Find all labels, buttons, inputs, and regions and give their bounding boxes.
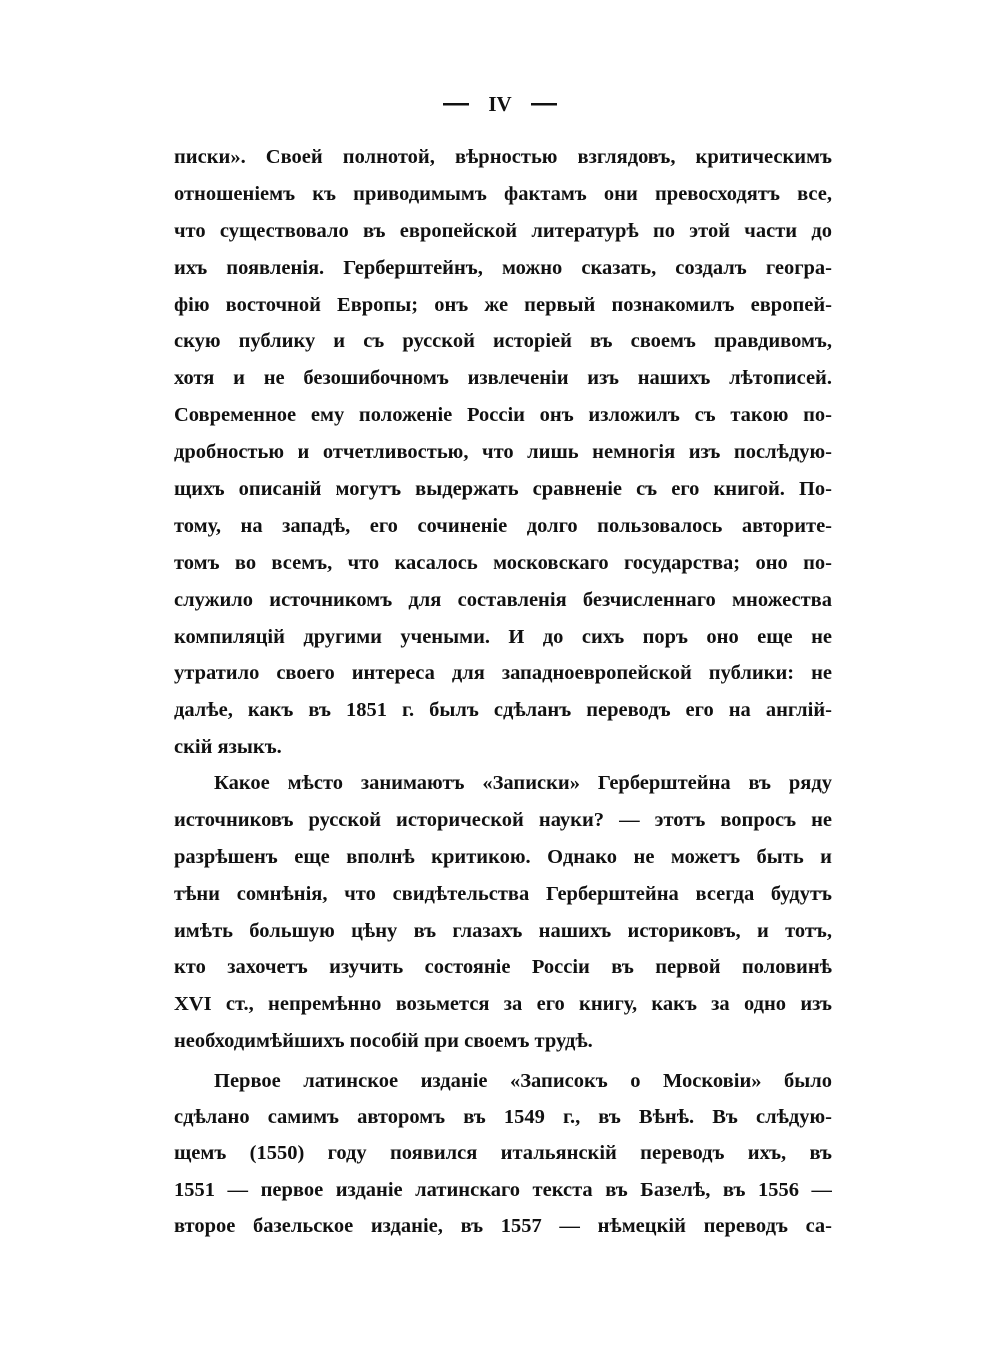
text-line: томъ во всемъ, что касалось московскаго государства; оно по- [174, 551, 832, 574]
page-number-graphic [425, 86, 575, 120]
text-line: Какое мѣсто занимаютъ «Записки» Герберштейна въ ряду [214, 772, 832, 794]
text-line: скую публику и съ русской исторіей въ своемъ правдивомъ, [174, 330, 832, 353]
text-line: щихъ описаній могутъ выдержать сравненіе съ его книгой. По- [174, 478, 832, 501]
text-line: дробностью и отчетливостью, что лишь немногія изъ послѣдую- [174, 441, 832, 464]
text-line: скій языкъ. [174, 736, 282, 759]
text-line: писки». Своей полнотой, вѣрностью взглядовъ, критическимъ [174, 146, 832, 168]
paragraph-1 [174, 139, 832, 766]
text-line: компиляцій другими учеными. И до сихъ поръ оно еще не [174, 625, 832, 648]
text-line: XVI ст., непремѣнно возьмется за его книгу, какъ за одно изъ [174, 993, 832, 1016]
text-line: ихъ появленія. Герберштейнъ, можно сказать, создалъ геогра- [174, 256, 832, 279]
text-line: что существовало въ европейской литературѣ по этой части до [174, 219, 832, 242]
text-line: имѣть большую цѣну въ глазахъ нашихъ историковъ, и тотъ, [174, 919, 832, 942]
text-line: тому, на западѣ, его сочиненіе долго пользовалось авторите- [174, 514, 832, 537]
text-line: источниковъ русской исторической науки? — этотъ вопросъ не [174, 808, 832, 831]
text-line: фію восточной Европы; онъ же первый познакомилъ европей- [174, 293, 832, 316]
text-line: кто захочетъ изучить состояніе Россіи въ первой половинѣ [174, 956, 832, 979]
text-line: далѣе, какъ въ 1851 г. былъ сдѣланъ переводъ его на англій- [174, 699, 832, 722]
text-line: сдѣлано самимъ авторомъ въ 1549 г., въ Вѣнѣ. Въ слѣдую- [174, 1106, 832, 1129]
text-line: отношеніемъ къ приводимымъ фактамъ они превосходятъ все, [174, 182, 832, 205]
text-line: Первое латинское изданіе «Записокъ о Московіи» было [214, 1070, 832, 1092]
text-line: хотя и не безошибочномъ извлеченіи изъ нашихъ лѣтописей. [174, 367, 832, 390]
text-line: необходимѣйшихъ пособій при своемъ трудѣ. [174, 1030, 593, 1053]
paragraph-3 [174, 1063, 832, 1244]
text-line: Современное ему положеніе Россіи онъ изложилъ съ такою по- [174, 404, 832, 427]
text-line: тѣни сомнѣнія, что свидѣтельства Герберштейна всегда будутъ [174, 882, 832, 905]
page-number [0, 86, 1000, 125]
text-line: второе базельское изданіе, въ 1557 — нѣмецкій переводъ са- [174, 1214, 832, 1237]
text-line: разрѣшенъ еще вполнѣ критикою. Однако не можетъ быть и [174, 845, 832, 868]
paragraph-2 [174, 765, 832, 1060]
text-line: щемъ (1550) году появился итальянскій переводъ ихъ, въ [174, 1142, 832, 1165]
text-line: 1551 — первое изданіе латинскаго текста въ Базелѣ, въ 1556 — [174, 1178, 832, 1201]
text-line: утратило своего интереса для западноевропейской публики: не [174, 662, 832, 685]
page-number-text: IV [488, 92, 512, 116]
text-line: служило источникомъ для составленія безчисленнаго множества [174, 588, 832, 611]
